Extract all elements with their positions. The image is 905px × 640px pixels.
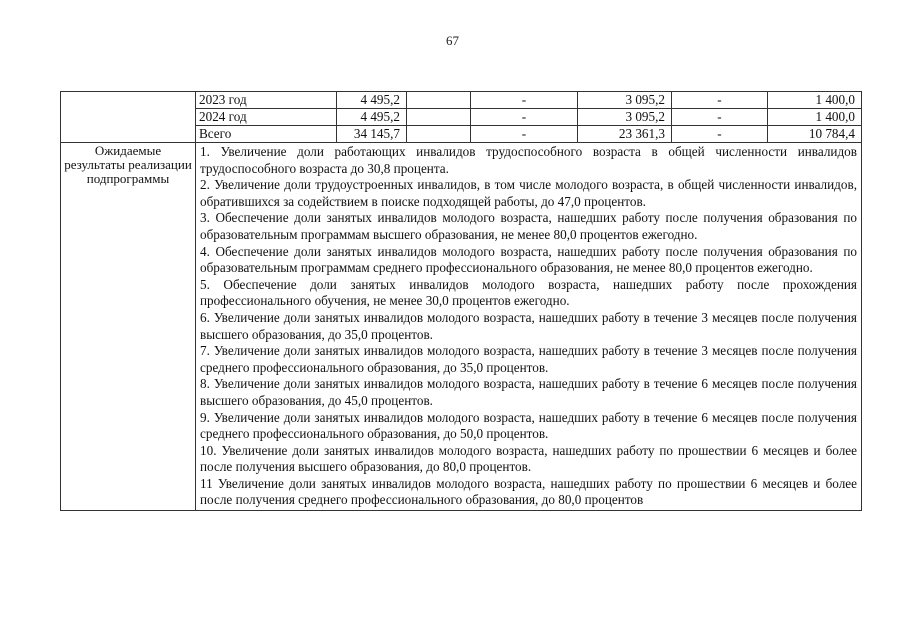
value-cell xyxy=(407,92,471,109)
result-item: 5. Обеспечение доли занятых инвалидов молодого возраста, нашедших работу после прохождения профессионального обучения, не менее 30,0 процентов ежегодно. xyxy=(200,276,857,309)
results-list xyxy=(196,143,862,511)
value-cell: - xyxy=(672,109,768,126)
value-cell: - xyxy=(471,92,578,109)
subprogram-table xyxy=(60,91,862,511)
result-item: 2. Увеличение доли трудоустроенных инвалидов, в том числе молодого возраста, в общей численности инвалидов, обратившихся за содействием в поиске подходящей работы, до 47,0 процентов. xyxy=(200,177,857,209)
results-row xyxy=(61,143,862,511)
empty-label-cell xyxy=(61,92,196,143)
result-item: 3. Обеспечение доли занятых инвалидов молодого возраста, нашедших работу после получения образования по образовательным программам высшего образования, не менее 80,0 процентов ежегодно. xyxy=(200,210,857,242)
total-cell: 4 495,2 xyxy=(337,92,407,109)
value-cell: 1 400,0 xyxy=(768,109,862,126)
total-cell: 34 145,7 xyxy=(337,126,407,143)
result-item: 11 Увеличение доли занятых инвалидов молодого возраста, нашедших работу по прошествии 6 месяцев и более после получения среднего профессионального образования, до 80,0 процентов xyxy=(200,475,857,508)
value-cell: - xyxy=(672,92,768,109)
result-item: 6. Увеличение доли занятых инвалидов молодого возраста, нашедших работу в течение 3 месяцев после получения высшего образования, до 35,0 процентов. xyxy=(200,309,857,342)
value-cell: 3 095,2 xyxy=(578,109,672,126)
page-number: 67 xyxy=(446,33,459,48)
results-label: Ожидаемые результаты реализации подпрограммы xyxy=(61,143,196,511)
result-item: 9. Увеличение доли занятых инвалидов молодого возраста, нашедших работу в течение 6 месяцев после получения среднего профессионального образования, до 50,0 процентов. xyxy=(200,409,857,442)
value-cell: 1 400,0 xyxy=(768,92,862,109)
year-cell: Всего xyxy=(196,126,337,143)
result-item: 10. Увеличение доли занятых инвалидов молодого возраста, нашедших работу по прошествии 6 месяцев и более после получения высшего образования, до 80,0 процентов. xyxy=(200,442,857,475)
value-cell: - xyxy=(471,126,578,143)
result-item: 7. Увеличение доли занятых инвалидов молодого возраста, нашедших работу в течение 3 месяцев после получения среднего профессионального образования, до 35,0 процентов. xyxy=(200,343,857,375)
result-item: 1. Увеличение доли работающих инвалидов трудоспособного возраста в общей численности инвалидов трудоспособного возраста до 30,8 процента. xyxy=(200,144,857,176)
value-cell xyxy=(407,126,471,143)
result-item: 8. Увеличение доли занятых инвалидов молодого возраста, нашедших работу в течение 6 месяцев после получения высшего образования, до 45,0 процентов. xyxy=(200,376,857,408)
value-cell: 10 784,4 xyxy=(768,126,862,143)
value-cell: 3 095,2 xyxy=(578,92,672,109)
year-cell: 2024 год xyxy=(196,109,337,126)
value-cell: - xyxy=(471,109,578,126)
value-cell: - xyxy=(672,126,768,143)
value-cell: 23 361,3 xyxy=(578,126,672,143)
year-cell: 2023 год xyxy=(196,92,337,109)
funding-row-2023 xyxy=(61,92,862,109)
total-cell: 4 495,2 xyxy=(337,109,407,126)
result-item: 4. Обеспечение доли занятых инвалидов молодого возраста, нашедших работу после получения образования по образовательным программам среднего профессионального образования, не менее 80,0 процентов ежегодно. xyxy=(200,243,857,276)
value-cell xyxy=(407,109,471,126)
